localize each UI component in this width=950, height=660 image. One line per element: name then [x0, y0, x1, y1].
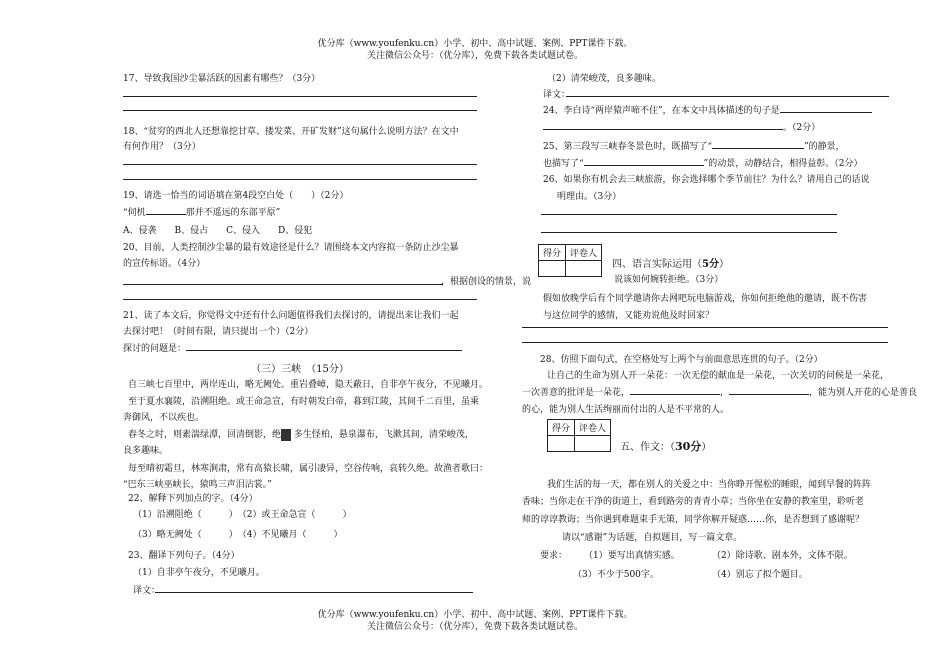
question-21-line-1: 21、读了本文后，你觉得文中还有什么问题值得我们去探讨的，请提出来让我们一起	[123, 311, 459, 321]
translation-label: 译文：	[543, 90, 571, 100]
question-17: 17、导致我国沙尘暴活跃的因素有哪些？（3分）	[123, 74, 321, 84]
question-25-line-2	[543, 156, 862, 169]
grader-cell	[566, 261, 602, 277]
passage-text: 多生怪柏，悬泉瀑布，飞漱其间，清荣峻茂，	[293, 430, 474, 440]
section-points: 5分	[702, 259, 719, 270]
blank	[780, 103, 872, 113]
question-19-options: A、侵袭 B、侵占 C、侵入 D、侵犯	[123, 226, 313, 236]
question-23: 23、翻译下列句子。（4分）	[128, 551, 240, 561]
question-text: 一次善意的批评是一朵花，	[522, 388, 631, 398]
passage-text: 春冬之时，则素湍绿潭，回清倒影，绝	[128, 430, 282, 440]
header-line-2: 关注微信公众号：（优分库），免费下载各类试题试卷。	[366, 51, 583, 61]
score-header: 得分	[548, 420, 575, 436]
prompt-label: 探讨的问题是：	[123, 344, 187, 354]
question-22: 22、解释下列加点的字。（4分）	[128, 494, 258, 504]
question-27: 说该如何婉转拒绝。（3分）	[614, 275, 724, 285]
question-19-quote	[123, 205, 280, 218]
question-20-line-2: 的宣传标语。（4分）	[123, 259, 206, 269]
answer-line	[566, 96, 889, 97]
question-20-cut-text: ，根据创设的情景，说	[441, 277, 532, 287]
section-text: 四、语言实际运用（	[612, 259, 702, 270]
essay-prompt-line-3: 师的谆谆教诲；当你遇到难题束手无策，同学你解开疑惑……你，是否想到了感谢呢？	[522, 515, 865, 525]
blank	[729, 385, 809, 395]
answer-line	[155, 592, 473, 593]
score-box-section-4	[538, 244, 602, 277]
question-text: ，能为别人开花的心是善良	[809, 388, 918, 398]
passage-para-3-line-2: 良多趣味。	[123, 446, 169, 456]
header-line-1: 优分库（www.youfenku.cn）小学、初中、高中试题、案例、PPT课件下载。	[317, 39, 633, 49]
quote-part-b: 那并不遥远的东部平原”	[185, 208, 281, 218]
requirements-label: 要求：	[540, 551, 568, 561]
blank	[584, 156, 704, 166]
question-18-line-1: 18、“贫穷的西北人还想靠挖甘草、搂发菜、开矿发财”这句属什么说明方法？在文中	[123, 127, 459, 137]
question-text: ，	[720, 388, 730, 398]
section-text: ）	[701, 442, 712, 453]
question-28: 28、仿照下面句式，在空格处写上两个与前面意思连贯的句子。（2分）	[540, 355, 823, 365]
question-22-row-1: （1）沿溯阻绝（ ） （2）或王命急宣（ ）	[133, 510, 352, 520]
question-24-line-2	[543, 120, 820, 133]
requirement-2: （2）除诗歌、剧本外，文体不限。	[712, 551, 853, 561]
requirement-1: （1）要写出真情实感。	[584, 551, 680, 561]
question-21-prompt	[123, 341, 462, 354]
translation-label: 译文：	[133, 586, 161, 596]
passage-para-3-line-1	[128, 427, 474, 441]
answer-line	[123, 299, 477, 300]
passage-para-1: 自三峡七百里中，两岸连山，略无阙处。重岩叠嶂，隐天蔽日，自非亭午夜分，不见曦月。	[128, 380, 489, 390]
question-text: ”的静景，	[804, 142, 845, 152]
question-27-line-1: 假如放晚学后有个同学邀请你去网吧玩电脑游戏，你如何拒绝他的邀请，既不伤害	[543, 294, 868, 304]
question-28-line-3: 的心，能为别人生活绚丽而付出的人是不平常的人。	[522, 405, 730, 415]
quote-part-a: “伺机	[123, 208, 146, 218]
blank	[543, 120, 783, 130]
blank	[630, 385, 720, 395]
passage-para-4-line-1: 每至晴初霜旦，林寒涧肃，常有高猿长啸，属引凄异，空谷传响，哀转久绝。故渔者歌曰：	[128, 464, 489, 474]
section-3-title: （三）三峡 （15分）	[251, 364, 349, 375]
question-25-line-1	[543, 139, 845, 152]
grader-cell	[575, 436, 611, 452]
answer-line	[541, 214, 837, 215]
score-cell	[548, 436, 575, 452]
question-23-item-1: （1）自非亭午夜分，不见曦月。	[133, 568, 265, 578]
question-19: 19、请选一恰当的词语填在第4段空白处（ ）（2分）	[123, 191, 349, 201]
question-24	[543, 103, 872, 116]
score-cell	[539, 261, 566, 277]
requirement-3: （3）不少于500字。	[573, 570, 659, 580]
footer-line-2: 关注微信公众号：（优分库），免费下载各类试题试卷。	[366, 622, 583, 632]
question-26-line-1: 26、如果你有机会去三峡旅游，你会选择哪个季节前往？为什么？请用自己的话说	[543, 175, 870, 185]
section-text: 五、作文：（	[620, 442, 675, 453]
blank	[712, 139, 804, 149]
blank	[186, 341, 462, 351]
grader-header: 评卷人	[566, 245, 602, 261]
answer-line	[522, 342, 888, 343]
question-28-line-1: 让自己的生命为别人开一朵花：一次无偿的献血是一朵花，一次关切的问候是一朵花，	[547, 371, 890, 381]
question-22-row-2: （3）略无阙处（ ） （4）不见曦月（ ）	[133, 530, 343, 540]
section-4-title	[612, 255, 729, 270]
answer-line	[123, 179, 477, 180]
question-text: 也描写了“	[543, 159, 584, 169]
question-28-line-2	[522, 385, 917, 398]
section-text: ）	[718, 259, 729, 270]
essay-prompt-line-4: 请以“感谢”为话题，自拟题目，写一篇文章。	[562, 533, 743, 543]
ink-blot	[281, 429, 291, 441]
question-27-line-2: 与这位同学的感情，又能劝说他及时回家？	[543, 311, 715, 321]
score-box-section-5	[547, 419, 611, 452]
answer-line	[123, 284, 443, 285]
question-26-line-2: 明理由。（3分）	[557, 192, 622, 202]
grader-header: 评卷人	[575, 420, 611, 436]
score-text: 。（2分）	[783, 123, 821, 133]
blank	[146, 205, 186, 215]
essay-prompt-line-1: 我们生活的每一天，都在别人的关爱之中：当你睁开惺松的睡眼，闻到早餐的阵阵	[547, 480, 872, 490]
answer-line	[541, 232, 837, 233]
answer-line	[123, 96, 477, 97]
footer-line-1: 优分库（www.youfenku.cn）小学、初中、高中试题、案例、PPT课件下载。	[317, 610, 633, 620]
section-5-title	[620, 438, 711, 454]
question-21-line-2: 去探讨吧！（时间有限，请只提出一个）（2分）	[123, 327, 314, 337]
question-20-line-1: 20、目前，人类控制沙尘暴的最有效途径是什么？请围绕本文内容拟一条防止沙尘暴	[123, 243, 459, 253]
question-text: ”的动景，动静结合，相得益彰。（2分）	[703, 159, 863, 169]
score-header: 得分	[539, 245, 566, 261]
question-23-item-2: （2）清荣峻茂，良多趣味。	[547, 74, 661, 84]
question-text: 24、李白诗“两岸猿声啼不住”，在本文中具体描述的句子是	[543, 106, 780, 116]
passage-para-2-line-2: 奔御风，不以疾也。	[123, 413, 205, 423]
answer-line	[522, 327, 888, 328]
question-text: 25、第三段写三峡春冬景色时，既描写了“	[543, 142, 713, 152]
passage-para-4-line-2: “巴东三峡巫峡长，猿鸣三声泪沾裳。”	[123, 480, 272, 490]
question-18-line-2: 有何作用？（3分）	[123, 142, 201, 152]
answer-line	[123, 110, 477, 111]
requirement-4: （4）别忘了拟个题目。	[712, 570, 808, 580]
section-points: 30分	[675, 440, 702, 453]
passage-para-2-line-1: 至于夏水襄陵，沿溯阻绝。或王命急宣，有时朝发白帝，暮到江陵，其间千二百里，虽乘	[128, 397, 480, 407]
answer-line	[123, 164, 477, 165]
essay-prompt-line-2: 香味；当你走在干净的街道上，看到路旁的青青小草；当你坐在安静的教室里，聆听老	[522, 497, 865, 507]
